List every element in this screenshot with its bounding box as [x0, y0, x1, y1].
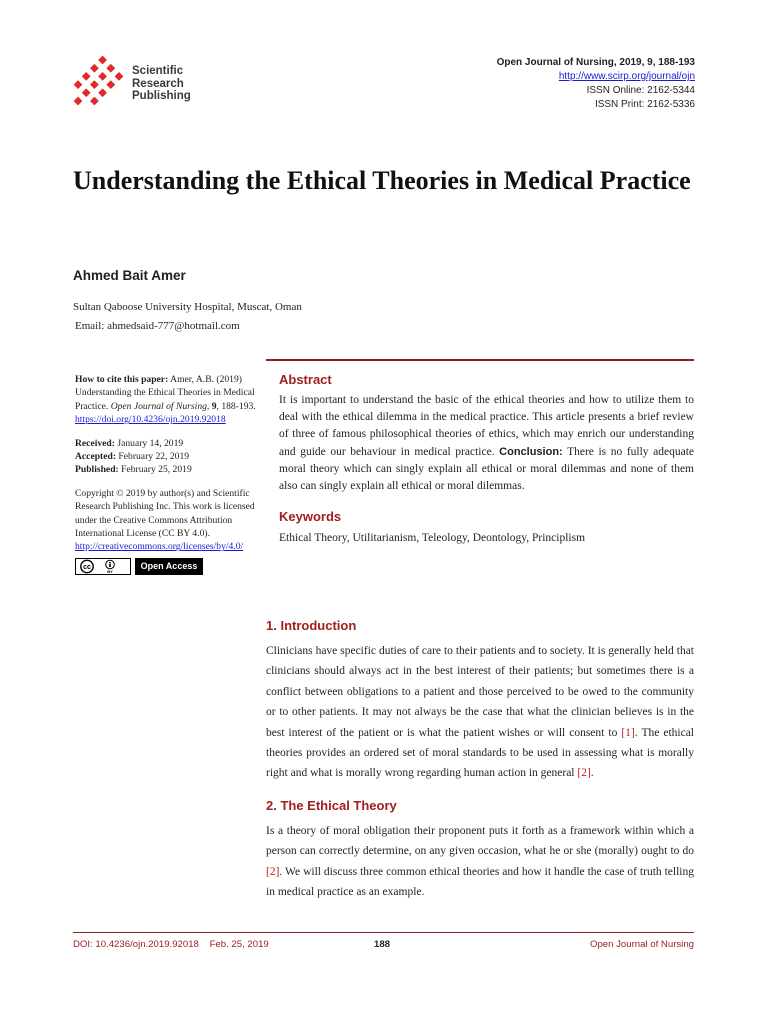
accepted-label: Accepted: [75, 451, 117, 463]
logo-diamond [82, 72, 91, 81]
logo-diamond [74, 97, 83, 106]
journal-info [497, 56, 695, 112]
reference-link-2[interactable]: [2] [577, 767, 591, 780]
logo-diamond [98, 56, 107, 65]
keywords-heading: Keywords [279, 509, 342, 525]
published-value: February 25, 2019 [118, 464, 192, 476]
logo-diamond [98, 88, 107, 97]
published-label: Published: [75, 464, 119, 476]
reference-link-2b[interactable]: [2] [266, 865, 280, 878]
cite-journal: Open Journal of Nursing [110, 400, 207, 412]
footer-doi: DOI: 10.4236/ojn.2019.92018 [73, 939, 199, 950]
received-value: January 14, 2019 [114, 437, 184, 449]
theory-text-1: Is a theory of moral obligation their proponent puts it forth as a framework within which a person can correctly determine, on any given occasion, what he or she (morally) ought to do [266, 824, 694, 858]
license-link[interactable]: http://creativecommons.org/licenses/by/4.0/ [75, 541, 244, 553]
logo-diamond [106, 64, 115, 73]
cite-pages: , 188-193. [216, 400, 256, 412]
published-date [75, 463, 265, 476]
received-date [75, 437, 265, 450]
journal-citation: Open Journal of Nursing, 2019, 9, 188-193 [496, 57, 695, 68]
introduction-heading: 1. Introduction [266, 618, 357, 633]
author-name: Ahmed Bait Amer [73, 268, 186, 283]
conclusion-label: Conclusion: [499, 445, 563, 458]
publisher-logo-icon [72, 54, 132, 114]
footer-divider [73, 932, 694, 933]
publisher-name-line-3: Publishing [132, 90, 191, 102]
author-email: Email: ahmedsaid-777@hotmail.com [75, 320, 240, 332]
abstract-section [279, 372, 694, 547]
logo-diamond [74, 80, 83, 89]
license-badges [75, 558, 265, 576]
journal-url-link[interactable]: http://www.scirp.org/journal/ojn [558, 71, 695, 82]
author-affiliation: Sultan Qaboose University Hospital, Muscat, Oman [73, 301, 302, 313]
introduction-paragraph [266, 641, 694, 784]
intro-text-1: Clinicians have specific duties of care to their patients and to society. It is generally held that clinicians should always act in the best interest of their patients; but sometimes there is a conflict between obligations to a patient and those perceived to be owed to the community or to other patients. It may not always be the case that what the clinician believes is in the best interest of the patient or is what the patient wishes or will consent to [266, 645, 694, 739]
article-sidebar [75, 373, 265, 576]
doi-link[interactable]: https://doi.org/10.4236/ojn.2019.92018 [75, 414, 226, 426]
cite-volume: 9 [211, 400, 217, 412]
ethical-theory-heading: 2. The Ethical Theory [266, 797, 397, 813]
keywords-list: Ethical Theory, Utilitarianism, Teleology, Deontology, Principlism [279, 532, 586, 545]
publisher-name-line-2: Research [132, 77, 184, 90]
footer-journal: Open Journal of Nursing [590, 939, 694, 950]
logo-diamond [98, 72, 107, 81]
publisher-logo [72, 54, 202, 114]
received-label: Received: [75, 437, 115, 449]
intro-text-2: . The ethical theories provides an ordered set of moral standards to be used in assessing what is morally right and what is morally wrong regarding human action in general [266, 726, 694, 780]
logo-diamond [106, 80, 115, 89]
abstract-body: It is important to understand the basic of the ethical theories and how to utilize them to deal with the ethical dilemma in the medical practice. This article presents a brief review of three of famous philosophical theories of ethics, which may enrich our understanding and guide our behaviour in medical practice. [279, 394, 694, 458]
cc-by-icon [76, 559, 130, 574]
abstract-divider [266, 359, 694, 361]
logo-diamond [90, 64, 99, 73]
cite-text: Amer, A.B. (2019) Understanding the Ethical Theories in Medical Practice. [75, 374, 255, 412]
cc-label: cc [83, 563, 91, 571]
by-label: BY [107, 568, 113, 574]
footer-date: Feb. 25, 2019 [209, 939, 269, 950]
theory-text-2: . We will discuss three common ethical theories and how it handle the case of truth telling in medical practice as an example. [266, 865, 694, 899]
cite-comma: , [206, 400, 212, 412]
publisher-name [132, 65, 191, 103]
publisher-name-line-1: Scientific [132, 65, 184, 77]
logo-diamond [82, 88, 91, 97]
cite-label: How to cite this paper: [75, 374, 169, 385]
logo-diamond [115, 72, 124, 81]
reference-link-1[interactable]: [1] [621, 726, 635, 739]
copyright-notice: Copyright © 2019 by author(s) and Scientific Research Publishing Inc. This work is licensed under the Creative Commons Attribution International License (CC BY 4.0). [75, 487, 255, 540]
open-access-badge: Open Access [135, 558, 203, 575]
intro-text-3: . [590, 767, 594, 780]
abstract-heading: Abstract [279, 372, 332, 387]
cc-by-badge[interactable] [75, 558, 131, 575]
conclusion-text: There is no fully adequate moral theory which can singly explain all ethical or moral dilemmas and none of them also can singly explain all ethical or moral dilemmas. [279, 445, 694, 493]
accepted-date [75, 450, 265, 463]
ethical-theory-paragraph [266, 821, 694, 903]
accepted-value: February 22, 2019 [116, 451, 190, 463]
page-number: 188 [374, 939, 391, 950]
logo-diamond [90, 97, 99, 106]
issn-online: ISSN Online: 2162-5344 [586, 85, 695, 96]
abstract-text [279, 392, 694, 495]
citation-block [75, 373, 265, 427]
article-title: Understanding the Ethical Theories in Medical Practice [73, 166, 691, 195]
issn-print: ISSN Print: 2162-5336 [594, 99, 695, 110]
article-body [266, 618, 694, 902]
logo-diamond [90, 80, 99, 89]
footer-doi-date [73, 939, 269, 950]
